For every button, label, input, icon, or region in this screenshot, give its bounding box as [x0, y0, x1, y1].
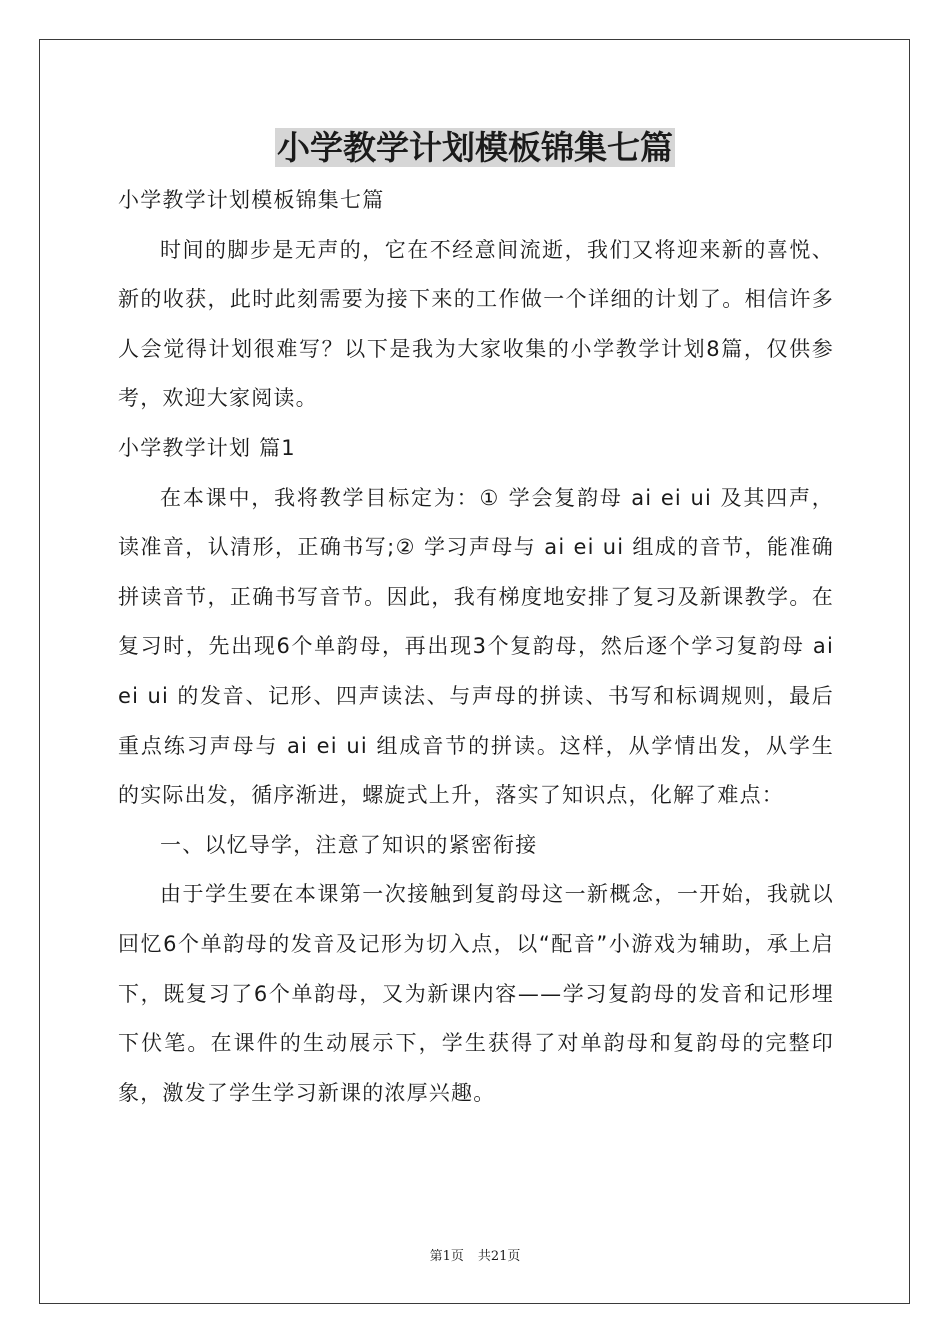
- page-number: 第1页: [429, 1249, 464, 1264]
- body-paragraph: 在本课中，我将教学目标定为：① 学会复韵母 ai ei ui 及其四声，读准音，认清形，正确书写;② 学习声母与 ai ei ui 组成的音节，能准确拼读音节，正确书写音节。因此，我有梯度地安排了复习及新课教学。在复习时，先出现6个单韵母，再出现3个复韵母，然后逐个学习复韵母 ai ei ui 的发音、记形、四声读法、与声母的拼读、书写和标调规则，最后重点练习声母与 ai ei ui 组成音节的拼读。这样，从学情出发，从学生的实际出发，循序渐进，螺旋式上升，落实了知识点，化解了难点：: [118, 485, 834, 808]
- subsection-heading: 一、以忆导学，注意了知识的紧密衔接: [160, 832, 538, 857]
- page-footer: [0, 1247, 950, 1267]
- body-paragraph: 由于学生要在本课第一次接触到复韵母这一新概念，一开始，我就以回忆6个单韵母的发音及记形为切入点，以“配音”小游戏为辅助，承上启下，既复习了6个单韵母，又为新课内容——学习复韵母的发音和记形埋下伏笔。在课件的生动展示下，学生获得了对单韵母和复韵母的完整印象，激发了学生学习新课的浓厚兴趣。: [118, 882, 834, 1105]
- document-title: [0, 124, 950, 172]
- page-total: 共21页: [477, 1249, 521, 1264]
- body-paragraph-intro: 时间的脚步是无声的，它在不经意间流逝，我们又将迎来新的喜悦、新的收获，此时此刻需要为接下来的工作做一个详细的计划了。相信许多人会觉得计划很难写？以下是我为大家收集的小学教学计划8篇，仅供参考，欢迎大家阅读。: [118, 237, 834, 411]
- section-heading: 小学教学计划 篇1: [118, 435, 296, 460]
- body-paragraph-subtitle: 小学教学计划模板锦集七篇: [118, 188, 385, 212]
- document-title-text: 小学教学计划模板锦集七篇: [277, 128, 673, 167]
- document-body: [118, 176, 834, 1118]
